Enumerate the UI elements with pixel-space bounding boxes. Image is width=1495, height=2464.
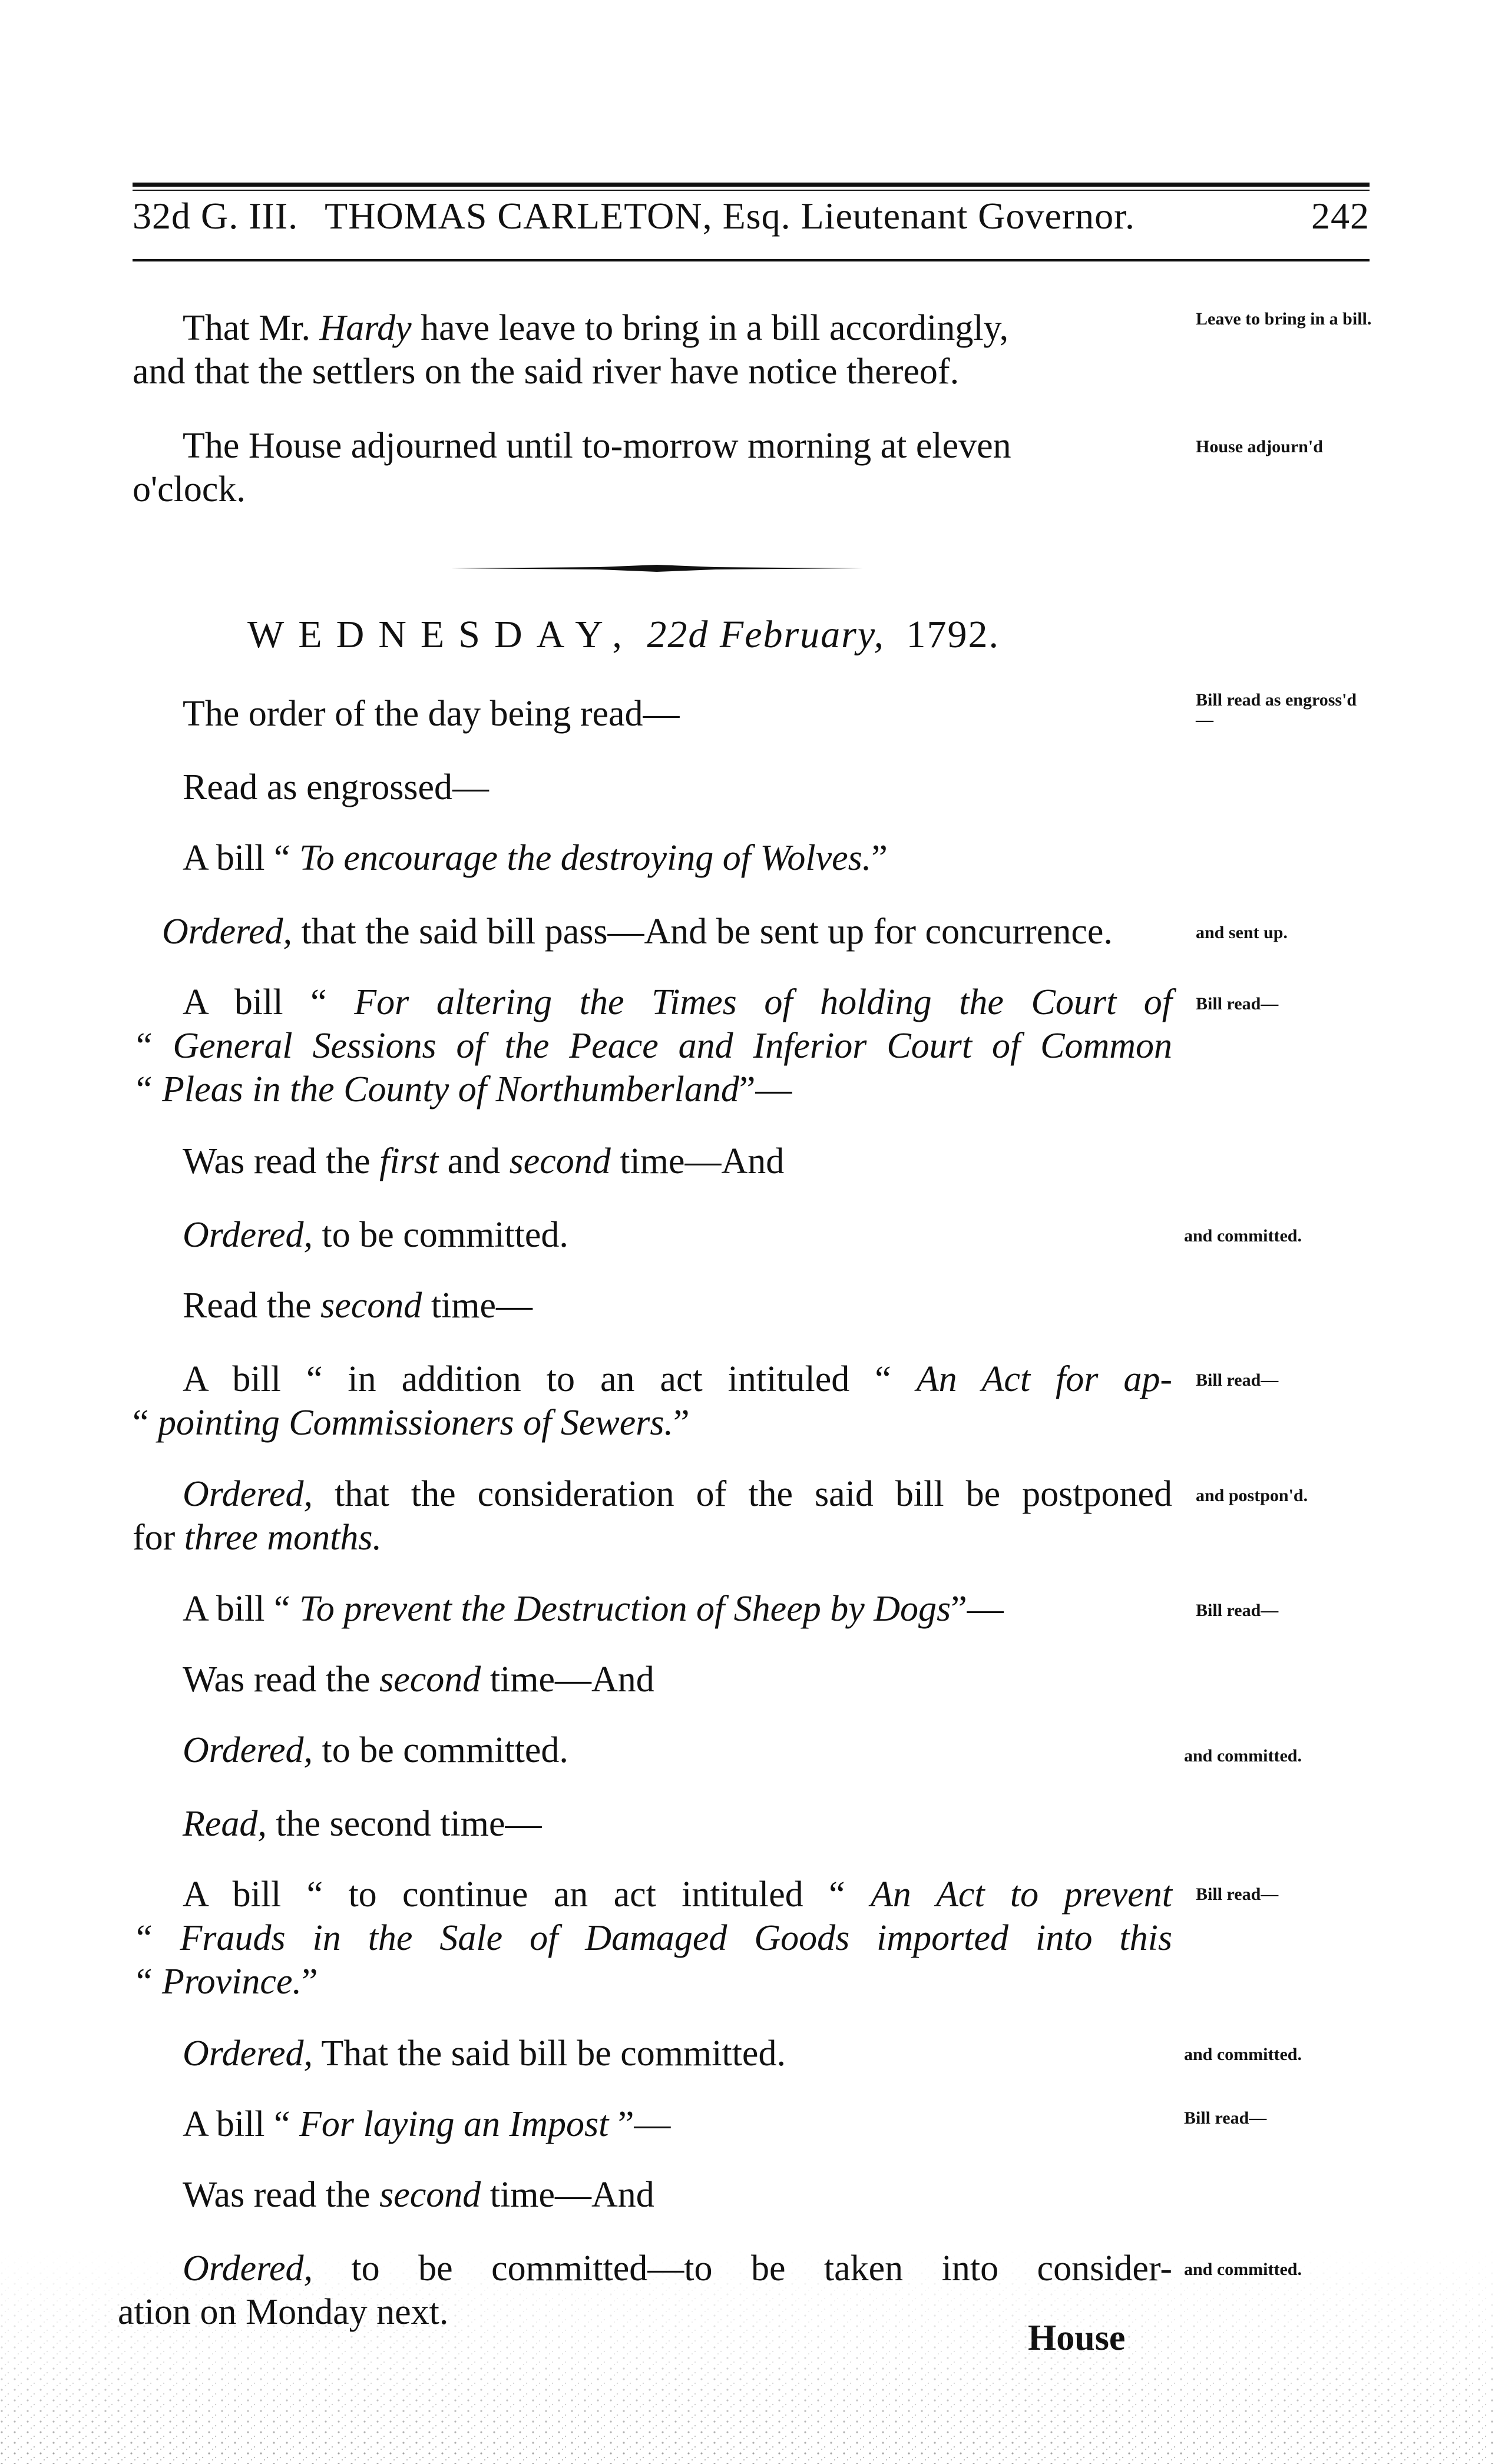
- date: 22d February,: [647, 613, 885, 656]
- text-line: The House adjourned until to-morrow morning at eleven: [183, 426, 1011, 466]
- header-rule-top: [133, 183, 1370, 187]
- margin-note: and postpon'd.: [1196, 1486, 1308, 1505]
- header-rule-bottom: [133, 259, 1370, 261]
- margin-note: and sent up.: [1196, 923, 1288, 942]
- bill-title: To prevent the Destruction of Sheep by Dogs: [299, 1589, 951, 1629]
- scan-noise: [0, 2250, 1495, 2464]
- margin-note: Leave to bring in a bill.: [1196, 309, 1372, 329]
- text-line: Read, the second time—: [183, 1804, 542, 1844]
- text-line: “ Pleas in the County of Northumberland”—: [133, 1069, 792, 1110]
- text-line: That Mr. Hardy have leave to bring in a bill accordingly,: [183, 308, 1009, 348]
- text-line: Ordered, to be committed.: [183, 1730, 568, 1770]
- header-rule-top-thin: [133, 190, 1370, 191]
- margin-note: Bill read—: [1196, 994, 1279, 1014]
- text-line: “ pointing Commissioners of Sewers.”: [133, 1403, 690, 1443]
- day-heading: [247, 612, 1000, 657]
- bill-title: To encourage the destroying of Wolves.: [299, 838, 872, 878]
- header-title: THOMAS CARLETON, Esq. Lieutenant Governor.: [325, 195, 1135, 237]
- member-name: Hardy: [319, 308, 412, 348]
- text-line: for three months.: [133, 1518, 382, 1558]
- margin-note: and committed.: [1184, 1226, 1302, 1246]
- margin-note: Bill read—: [1196, 1601, 1279, 1620]
- text-line: A bill “ to continue an act intituled “ An Act to prevent: [183, 1875, 1173, 1915]
- regnal-year: 32d G. III.: [133, 195, 299, 237]
- text-line: A bill “ in addition to an act intituled “ An Act for ap-: [183, 1359, 1172, 1399]
- margin-note: and committed.: [1184, 1746, 1302, 1766]
- page-number: 242: [1311, 195, 1370, 237]
- bill-title: For laying an Impost: [299, 2104, 609, 2144]
- text-line: A bill “ To encourage the destroying of Wolves.”: [183, 838, 888, 878]
- act-title: An Act for ap-: [916, 1359, 1172, 1399]
- text-line: Was read the second time—And: [183, 2175, 654, 2215]
- weekday: WEDNESDAY,: [247, 613, 636, 656]
- text-line: “ Province.”: [133, 1962, 318, 2002]
- text-line: o'clock.: [133, 469, 246, 509]
- text-line: A bill “ For altering the Times of holding the Court of: [183, 982, 1172, 1022]
- text-line: Ordered, that the said bill pass—And be sent up for concurrence.: [162, 912, 1113, 952]
- bill-title: For altering the Times of holding the Court of: [354, 982, 1172, 1022]
- text-line: Ordered, that the consideration of the said bill be postponed: [183, 1474, 1172, 1514]
- year: 1792.: [906, 613, 1000, 656]
- margin-note: Bill read—: [1196, 1885, 1279, 1904]
- text-line: Was read the second time—And: [183, 1660, 654, 1700]
- act-title: An Act to prevent: [870, 1875, 1173, 1915]
- text-line: A bill “ To prevent the Destruction of Sheep by Dogs”—: [183, 1589, 1004, 1629]
- text-line: Read as engrossed—: [183, 767, 489, 807]
- margin-note: Bill read as engross'd—: [1196, 690, 1357, 730]
- text-line: Read the second time—: [183, 1286, 533, 1326]
- text-line: Was read the first and second time—And: [183, 1141, 785, 1181]
- text-line: Ordered, to be committed.: [183, 1215, 568, 1255]
- text-line: A bill “ For laying an Impost ”—: [183, 2104, 671, 2144]
- margin-note: Bill read—: [1196, 1370, 1279, 1390]
- margin-note: Bill read—: [1184, 2108, 1267, 2128]
- text-line: and that the settlers on the said river have notice thereof.: [133, 352, 960, 392]
- text-line: “ Frauds in the Sale of Damaged Goods imported into this: [133, 1918, 1172, 1958]
- section-divider: [451, 564, 863, 572]
- text-line: Ordered, That the said bill be committed.: [183, 2034, 786, 2074]
- margin-note: House adjourn'd: [1196, 437, 1323, 456]
- text-line: The order of the day being read—: [183, 694, 680, 734]
- text-line: “ General Sessions of the Peace and Inferior Court of Common: [133, 1026, 1172, 1066]
- margin-note: and committed.: [1184, 2045, 1302, 2064]
